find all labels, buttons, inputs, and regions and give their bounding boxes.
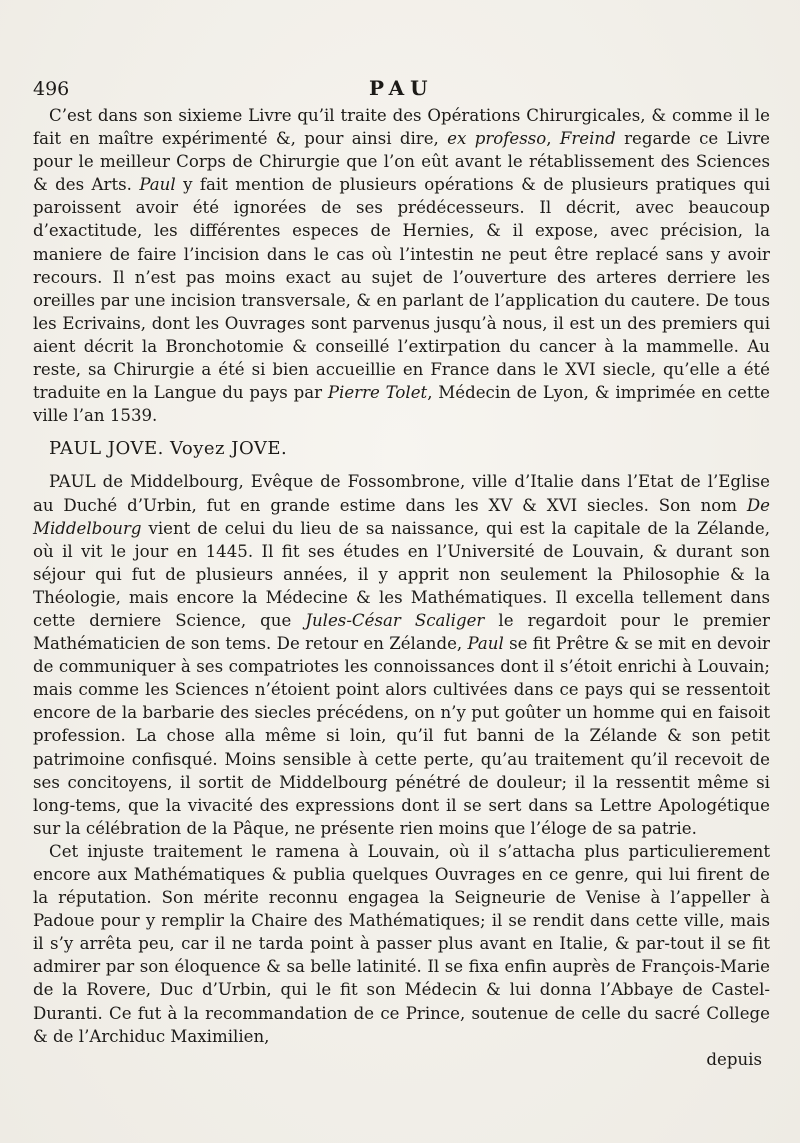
text-run: y fait mention de plusieurs opérations & de plusieurs pratiques qui paroissent avoir été ignorées de ses prédécesseurs. Il décrit, avec beaucoup d’exactitude, les différentes especes de Hernies, & il expose, avec précision, la maniere de faire l’incision dans le cas où l’intestin ne peut être replacé sans y avoir recours. Il n’est pas moins exact au sujet de l’ouverture des arteres derriere les oreilles par une incision transversale, & en parlant de l’application du cautere. De tous les Ecrivains, dont les Ouvrages sont parvenus jusqu’à nous, il est un des premiers qui aient décrit la Bronchotomie & conseillé l’extirpation du cancer à la mammelle. Au reste, sa Chirurgie a été si bien accueillie en France dans le XVI siecle, qu’elle a été traduite en la Langue du pays par — [33, 175, 770, 403]
text-run: PAUL de Middelbourg, Evêque de Fossombrone, ville d’Italie dans l’Etat de l’Eglise au Duché d’Urbin, fut en grande estime dans les XV & XVI siecles. Son nom — [33, 472, 770, 515]
text-run: , Médecin de Lyon, & imprimée en cette ville l’an 1539. — [33, 383, 771, 426]
text-run: se fit Prêtre & se mit en devoir de communiquer à ses compatriotes les connoissances dont il s’étoit enrichi à Louvain; mais comme les Sciences n’étoient point alors cultivées dans ce pays qui se ressentoit encore de la barbarie des siecles précédens, on n’y put goûter un homme qui en faisoit profession. La chose alla même si loin, qu’il fut banni de la Zélande & son petit patrimoine confisqué. Moins sensible à cette perte, qu’au traitement qu’il recevoit de ses concitoyens, il sortit de Middelbourg pénétré de douleur; il la ressentit même si long-tems, que la vivacité des expressions dont il se sert dans sa Lettre Apologétique sur la célébration de la Pâque, ne présente rien moins que l’éloge de sa patrie. — [33, 634, 770, 838]
text-run: vient de celui du lieu de sa naissance, qui est la capitale de la Zélande, où il vit le jour en 1445. Il fit ses études en l’Université de Louvain, & durant son séjour qui fut de plusieurs années, il y apprit non seulement la Philosophie & la Théologie, mais encore la Médecine & les Mathématiques. Il excella tellement dans cette derniere Science, que — [33, 518, 770, 630]
running-head: PAU — [369, 76, 434, 100]
italic-run: Freind — [559, 129, 616, 149]
italic-run: Paul — [467, 634, 504, 654]
text-run: le regardoit pour le premier Mathématicien de son tems. De retour en Zélande, — [33, 610, 770, 654]
entry-heading-paul-jove: PAUL JOVE. Voyez JOVE. — [49, 438, 288, 460]
text-run: C’est dans son sixieme Livre qu’il traite des Opérations Chirurgicales, & comme il le fait en maître expérimenté &, pour ainsi dire, — [33, 106, 770, 149]
paragraph-paul-middelbourg — [33, 470, 770, 840]
italic-run: De Middelbourg — [33, 495, 770, 538]
italic-run: ex professo — [447, 129, 547, 149]
italic-run: Paul — [139, 175, 176, 195]
page-number: 496 — [33, 78, 70, 100]
catchword: depuis — [706, 1049, 762, 1069]
paragraph-louvain-return: Cet injuste traitement le ramena à Louvain, où il s’attacha plus particulierement encore aux Mathématiques & publia quelques Ouvrages en ce genre, qui lui firent de la réputation. Son mérite reconnu engagea la Seigneurie de Venise à l’appeller à Padoue pour y remplir la Chaire des Mathématiques; il se rendit dans cette ville, mais il s’y arrêta peu, car il ne tarda point à passer plus avant en Italie, & par-tout il se fit admirer par son éloquence & sa belle latinité. Il se fixa enfin auprès de François-Marie de la Rovere, Duc d’Urbin, qui le fit son Médecin & lui donna l’Abbaye de Castel-Duranti. Ce fut à la recommandation de ce Prince, soutenue de celle du sacré College & de l’Archiduc Maximilien, — [33, 841, 770, 1046]
page-body — [33, 104, 770, 1071]
italic-run: Jules-César Scaliger — [305, 610, 485, 630]
paragraph-paul-surgery — [33, 104, 770, 427]
page-header — [33, 70, 770, 104]
text-run: regarde ce Livre pour le meilleur Corps de Chirurgie que l’on eût avant le rétablissement des Sciences & des Arts. — [33, 129, 770, 195]
italic-run: Pierre Tolet — [327, 383, 428, 403]
text-run: , — [546, 129, 560, 149]
